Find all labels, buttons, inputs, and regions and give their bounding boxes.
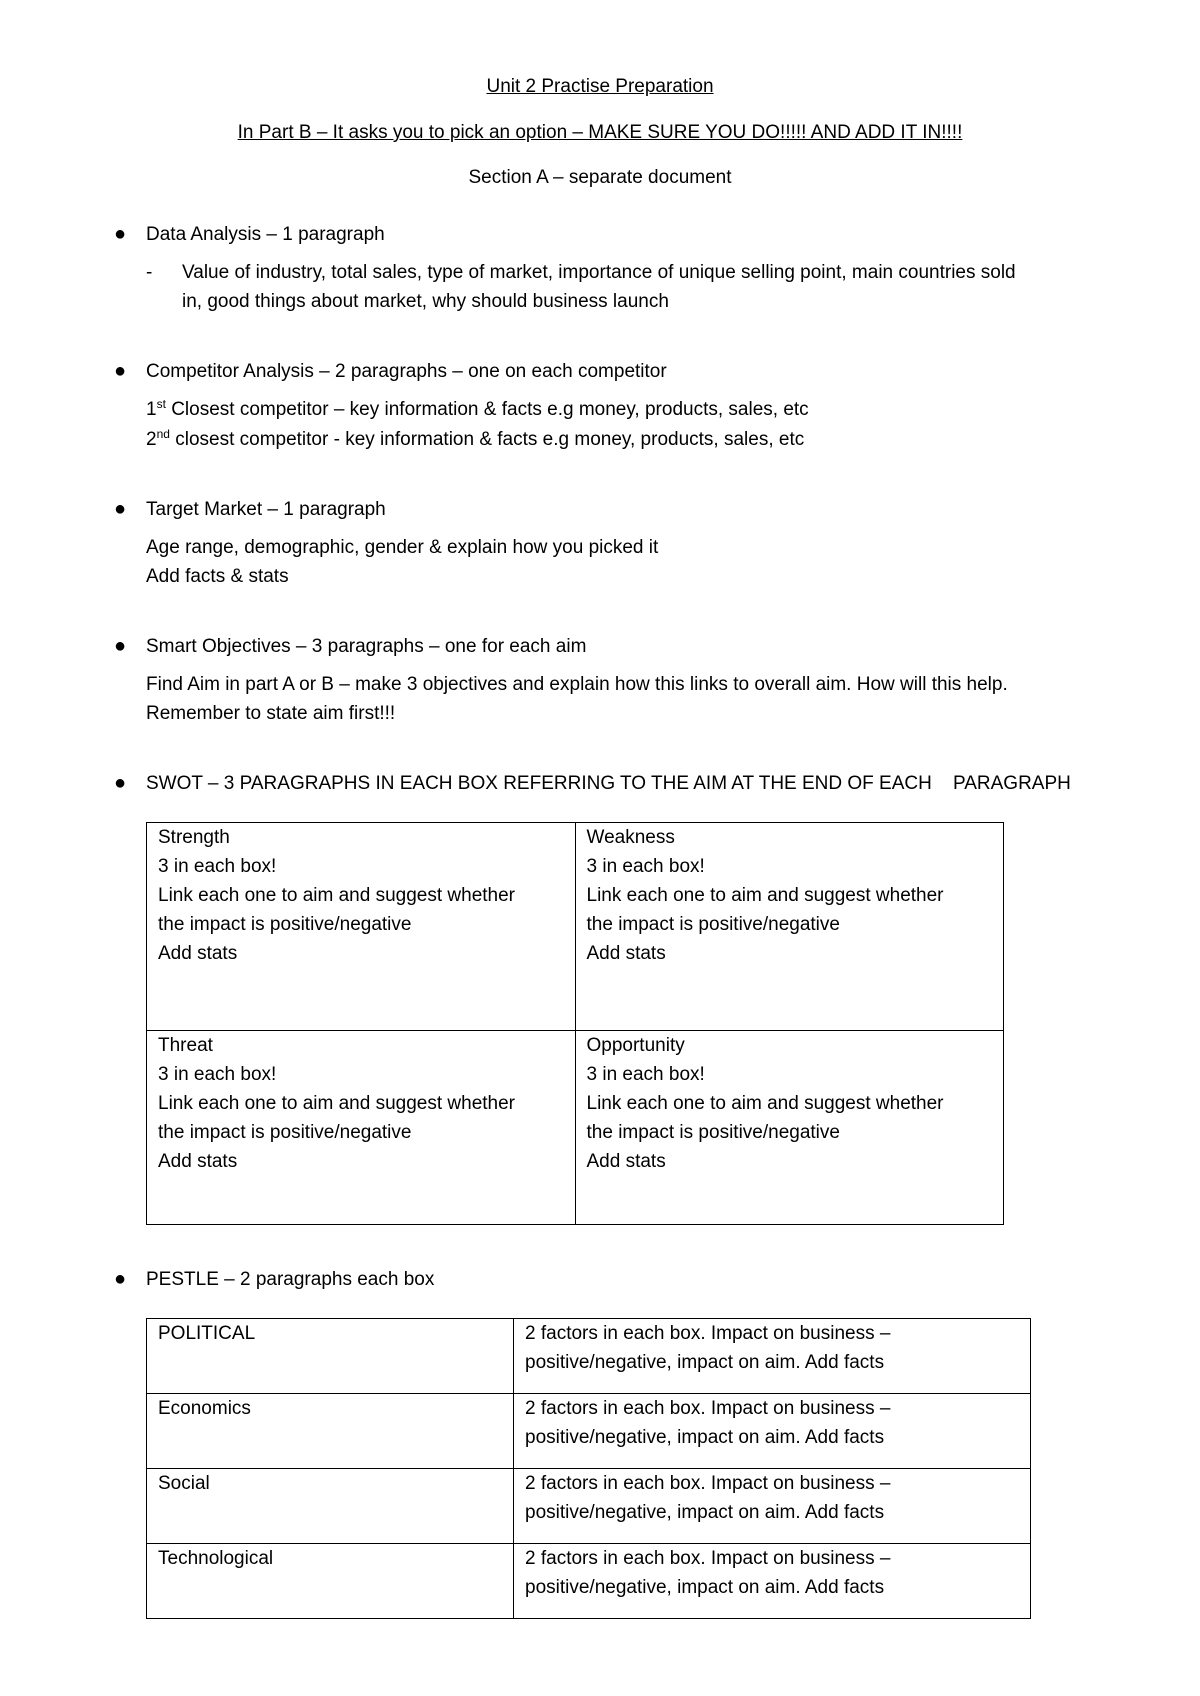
swot-cell-opportunity <box>575 1031 1004 1225</box>
pestle-note-line: 2 factors in each box. Impact on business – <box>525 1548 891 1569</box>
pestle-note <box>514 1544 1031 1619</box>
pestle-heading: PESTLE – 2 paragraphs each box <box>146 1269 435 1290</box>
swot-cell-title: Strength <box>158 827 230 848</box>
smart-objectives-heading: Smart Objectives – 3 paragraphs – one for each aim <box>146 636 587 657</box>
swot-cell-line: Link each one to aim and suggest whether <box>158 1093 516 1114</box>
section-a-heading: Section A – separate document <box>468 167 732 188</box>
swot-cell-line: Add stats <box>586 1151 666 1172</box>
target-market-line-1: Age range, demographic, gender & explain how you picked it <box>146 537 659 558</box>
swot-cell-line: Link each one to aim and suggest whether <box>586 885 944 906</box>
bullet-icon: ● <box>113 498 127 520</box>
swot-cell-line: 3 in each box! <box>586 1064 705 1085</box>
bullet-icon: ● <box>113 635 127 657</box>
smart-objectives-line-2: Remember to state aim first!!! <box>146 703 396 724</box>
swot-cell-line: Add stats <box>158 1151 238 1172</box>
swot-cell-line: 3 in each box! <box>586 856 705 877</box>
smart-objectives-line-1: Find Aim in part A or B – make 3 objectives and explain how this links to overall aim. How will this help. <box>146 674 1008 695</box>
swot-cell-line: the impact is positive/negative <box>158 914 412 935</box>
swot-cell-line: the impact is positive/negative <box>586 1122 840 1143</box>
swot-cell-title: Threat <box>158 1035 213 1056</box>
data-analysis-heading: Data Analysis – 1 paragraph <box>146 224 385 245</box>
swot-cell-title: Opportunity <box>586 1035 685 1056</box>
pestle-factor: Technological <box>147 1544 514 1619</box>
swot-table <box>146 822 1004 1225</box>
pestle-note-line: 2 factors in each box. Impact on business – <box>525 1323 891 1344</box>
pestle-table <box>146 1318 1031 1619</box>
pestle-factor: Economics <box>147 1394 514 1469</box>
pestle-note-line: positive/negative, impact on aim. Add facts <box>525 1502 885 1523</box>
data-analysis-detail-line2: in, good things about market, why should business launch <box>182 291 669 312</box>
swot-cell-line: Add stats <box>586 943 666 964</box>
pestle-note-line: positive/negative, impact on aim. Add facts <box>525 1577 885 1598</box>
pestle-factor: POLITICAL <box>147 1319 514 1394</box>
pestle-note <box>514 1469 1031 1544</box>
swot-cell-line: Link each one to aim and suggest whether <box>158 885 516 906</box>
swot-cell-line: the impact is positive/negative <box>158 1122 412 1143</box>
competitor-analysis-heading: Competitor Analysis – 2 paragraphs – one on each competitor <box>146 361 667 382</box>
pestle-note <box>514 1319 1031 1394</box>
competitor-line-1: 1st Closest competitor – key information & facts e.g money, products, sales, etc <box>146 397 809 420</box>
pestle-note-line: 2 factors in each box. Impact on business – <box>525 1473 891 1494</box>
target-market-line-2: Add facts & stats <box>146 566 289 587</box>
pestle-factor: Social <box>147 1469 514 1544</box>
swot-cell-line: 3 in each box! <box>158 856 277 877</box>
pestle-row <box>147 1469 1031 1544</box>
pestle-row <box>147 1319 1031 1394</box>
bullet-icon: ● <box>113 360 127 382</box>
swot-cell-line: the impact is positive/negative <box>586 914 840 935</box>
pestle-row <box>147 1544 1031 1619</box>
swot-cell-line: Link each one to aim and suggest whether <box>586 1093 944 1114</box>
bullet-icon: ● <box>113 772 127 794</box>
pestle-row <box>147 1394 1031 1469</box>
pestle-note <box>514 1394 1031 1469</box>
data-analysis-detail-line1: Value of industry, total sales, type of market, importance of unique selling point, main countries sold <box>182 262 1016 283</box>
target-market-heading: Target Market – 1 paragraph <box>146 499 386 520</box>
dash-icon: - <box>146 262 153 283</box>
swot-cell-line: 3 in each box! <box>158 1064 277 1085</box>
part-b-warning: In Part B – It asks you to pick an option – MAKE SURE YOU DO!!!!! AND ADD IT IN!!!! <box>237 122 963 143</box>
bullet-icon: ● <box>113 223 127 245</box>
competitor-line-2: 2nd closest competitor - key information & facts e.g money, products, sales, etc <box>146 427 805 450</box>
swot-cell-weakness <box>575 823 1004 1031</box>
pestle-note-line: 2 factors in each box. Impact on business – <box>525 1398 891 1419</box>
pestle-note-line: positive/negative, impact on aim. Add facts <box>525 1427 885 1448</box>
bullet-icon: ● <box>113 1268 127 1290</box>
swot-cell-title: Weakness <box>586 827 675 848</box>
swot-cell-line: Add stats <box>158 943 238 964</box>
pestle-note-line: positive/negative, impact on aim. Add facts <box>525 1352 885 1373</box>
document-title: Unit 2 Practise Preparation <box>486 76 714 97</box>
swot-cell-threat <box>147 1031 576 1225</box>
swot-heading: SWOT – 3 PARAGRAPHS IN EACH BOX REFERRING TO THE AIM AT THE END OF EACH PARAGRAPH <box>146 773 1071 794</box>
swot-cell-strength <box>147 823 576 1031</box>
